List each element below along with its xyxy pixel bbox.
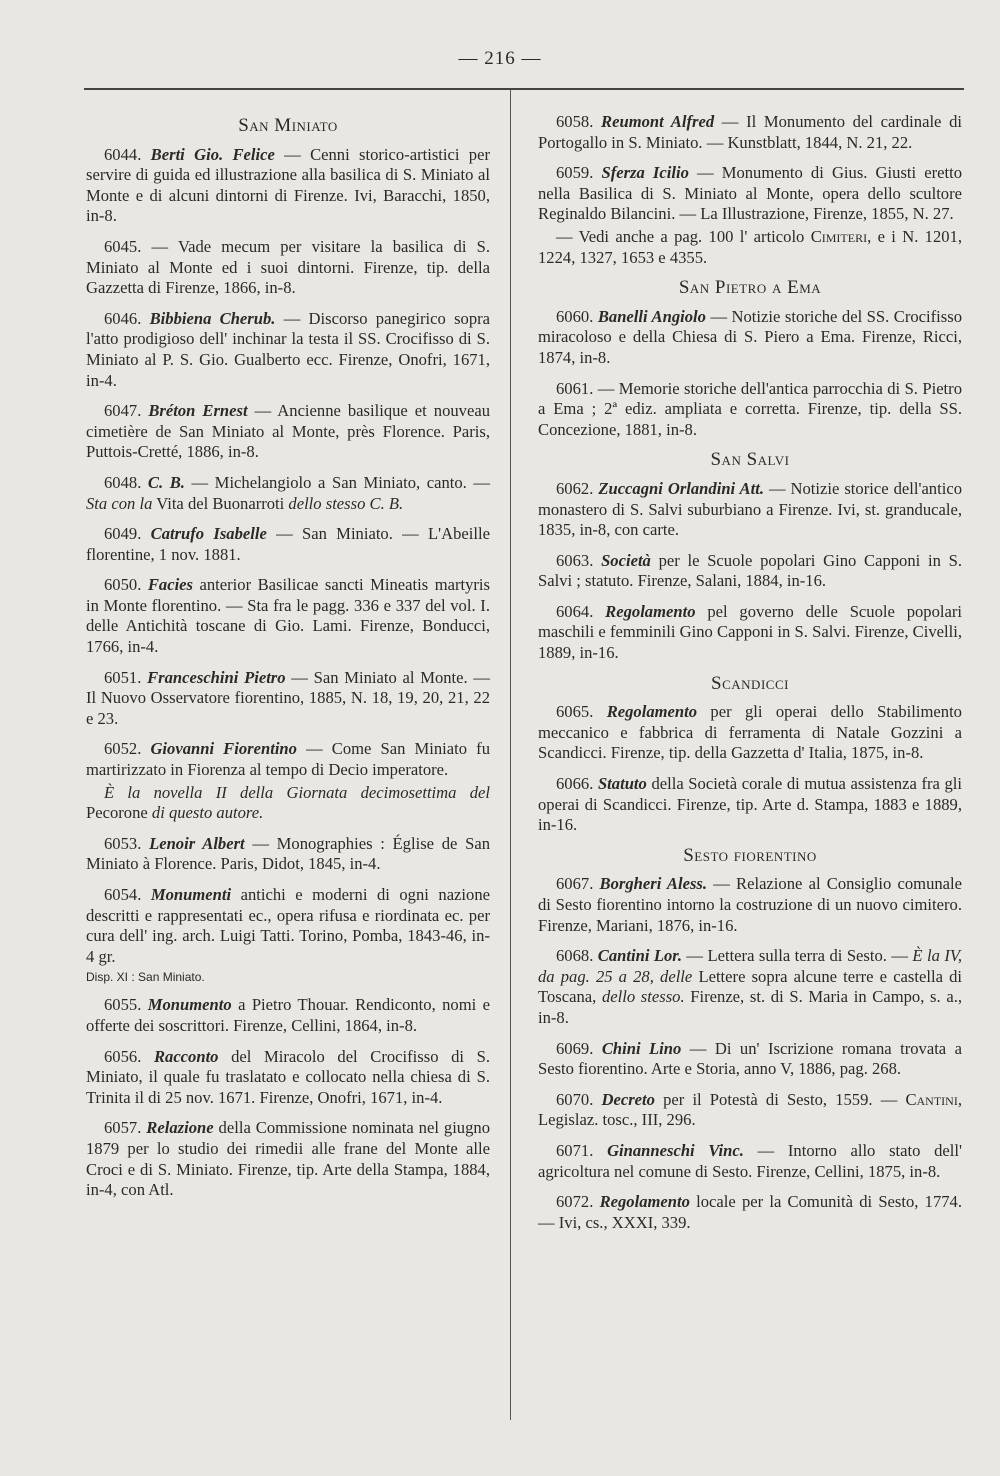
entry-6067: 6067. Borgheri Aless. — Relazione al Consiglio comunale di Sesto fiorentino intorno la costruzione di un nuovo cimitero. Firenze, Mariani, 1876, in-16. [538,874,963,935]
entry-6045: 6045. — Vade mecum per visitare la basilica di S. Miniato al Monte ed i suoi dintorni. Firenze, tip. della Gazzetta di Firenze, 1866, in-8. [86,236,490,298]
entry-6050: 6050. Facies anterior Basilicae sancti Mineatis martyris in Monte florentino. — Sta fra le pagg. 336 e 337 del vol. I. delle Antichità toscane di Gio. Lami. Firenze, Bonducci, 1766, in-4. [86,575,490,657]
section-heading-san-miniato: San Miniato [238,115,338,136]
entry-6068: 6068. Cantini Lor. — Lettera sulla terra di Sesto. — È la IV, da pag. 25 a 28, delle Lettere sopra alcune terre e castella di Toscana, dello stesso. Firenze, st. di S. Maria in Campo, s. a., in-8. [538,946,963,1027]
entry-6061: 6061. — Memorie storiche dell'antica parrocchia di S. Pietro a Ema ; 2ª ediz. ampliata e corretta. Firenze, tip. della SS. Concezione, 1881, in-8. [538,378,962,439]
right-column [538,112,962,1243]
entry-6046: 6046. Bibbiena Cherub. — Discorso panegirico sopra l'atto prodigioso dell' inchinar la testa il SS. Crocifisso di S. Miniato al P. S. Gio. Gualberto ecc. Firenze, Onofri, 1671, in-4. [86,308,491,390]
entry-6072: 6072. Regolamento locale per la Comunità di Sesto, 1774. — Ivi, cs., XXXI, 339. [538,1192,962,1232]
entry-6071: 6071. Ginanneschi Vinc. — Intorno allo stato dell' agricoltura nel comune di Sesto. Firenze, Cellini, 1875, in-8. [538,1140,962,1181]
entry-6053: 6053. Lenoir Albert — Monographies : Église de San Miniato à Florence. Paris, Didot, 1845, in-4. [86,833,490,874]
entry-6059-note: — Vedi anche a pag. 100 l' articolo Cimiteri, e i N. 1201, 1224, 1327, 1653 e 4355. [538,226,963,267]
column-divider [510,90,511,1420]
entry-6063: 6063. Società per le Scuole popolari Gino Capponi in S. Salvi ; statuto. Firenze, Salani, 1884, in-16. [538,550,962,591]
entry-6054: 6054. Monumenti antichi e moderni di ogni nazione descritti e rappresentati ec., opera rifusa e riordinata ec. per cura dell' ing. arch. Luigi Tatti. Torino, Pomba, 1843-46, in-4 gr. [86,885,490,966]
entry-6056: 6056. Racconto del Miracolo del Crocifisso di S. Miniato, il quale fu traslatato e collocato nella chiesa di S. Trinita il di 25 nov. 1671. Firenze, Onofri, 1671, in-4. [86,1046,490,1107]
entry-6058: 6058. Reumont Alfred — Il Monumento del cardinale di Portogallo in S. Miniato. — Kunstblatt, 1844, N. 21, 22. [538,112,962,152]
entry-6060: 6060. Banelli Angiolo — Notizie storiche del SS. Crocifisso miracoloso e della Chiesa di S. Piero a Ema. Firenze, Ricci, 1874, in-8. [538,306,962,367]
entry-6070: 6070. Decreto per il Potestà di Sesto, 1559. — Cantini, Legislaz. tosc., III, 296. [538,1089,962,1130]
entry-6062: 6062. Zuccagni Orlandini Att. — Notizie storice dell'antico monastero di S. Salvi suburbiano a Firenze. Ivi, st. granducale, 1835, in-8, con carte. [538,478,962,540]
section-heading-scandicci: Scandicci [711,672,789,694]
entry-6047: 6047. Bréton Ernest — Ancienne basilique et nouveau cimetière de San Miniato al Monte, près Florence. Paris, Puttois-Cretté, 1886, in-8. [86,401,490,462]
entry-6059: 6059. Sferza Icilio — Monumento di Gius. Giusti eretto nella Basilica di S. Miniato al Monte, opera dello scultore Reginaldo Bilancini. — La Illustrazione, Firenze, 1855, N. 27. [538,163,963,224]
entry-6069: 6069. Chini Lino — Di un' Iscrizione romana trovata a Sesto fiorentino. Arte e Storia, anno V, 1886, pag. 268. [538,1038,963,1079]
top-rule [84,88,964,90]
entry-6051: 6051. Franceschini Pietro — San Miniato al Monte. — Il Nuovo Osservatore fiorentino, 1885, N. 18, 19, 20, 21, 22 e 23. [86,667,490,728]
entry-6057: 6057. Relazione della Commissione nominata nel giugno 1879 per lo studio dei rimedii alle frane del Monte alle Croci e di S. Miniato. Firenze, tip. Arte della Stampa, 1884, in-4, con Atl. [86,1118,490,1200]
entry-6066: 6066. Statuto della Società corale di mutua assistenza fra gli operai di Scandicci. Firenze, tip. Arte d. Stampa, 1883 e 1889, in-16. [538,774,962,835]
entry-6052: 6052. Giovanni Fiorentino — Come San Miniato fu martirizzato in Fiorenza al tempo di Decio imperatore. [86,739,490,780]
section-heading-san-salvi: San Salvi [710,449,790,471]
entry-6049: 6049. Catrufo Isabelle — San Miniato. — L'Abeille florentine, 1 nov. 1881. [86,524,490,564]
entry-6055: 6055. Monumento a Pietro Thouar. Rendiconto, nomi e offerte dei soscrittori. Firenze, Cellini, 1864, in-8. [86,995,491,1035]
section-heading-san-pietro-a-ema: San Pietro a Ema [678,277,822,299]
entry-6065: 6065. Regolamento per gli operai dello Stabilimento meccanico e fabbrica di ferramenta di Natale Gozzini a Scandicci. Firenze, tip. della Gazzetta d' Italia, 1875, in-8. [538,702,962,763]
entry-6064: 6064. Regolamento pel governo delle Scuole popolari maschili e femminili Gino Capponi in S. Salvi. Firenze, Civelli, 1889, in-16. [538,601,962,663]
section-heading-sesto-fiorentino: Sesto fiorentino [683,844,817,866]
page-number: — 216 — [458,48,542,69]
entry-6044: 6044. Berti Gio. Felice — Cenni storico-artistici per servire di guida ed illustrazione alla basilica di S. Miniato al Monte e di alcuni dintorni di Firenze. Ivi, Baracchi, 1850, in-8. [86,144,490,226]
entry-6048: 6048. C. B. — Michelangiolo a San Miniato, canto. — Sta con la Vita del Buonarroti dello stesso C. B. [86,472,490,513]
entry-6052-note: È la novella II della Giornata decimosettima del Pecorone di questo autore. [86,782,490,823]
entry-6054-note: Disp. XI : San Miniato. [86,970,205,985]
left-column [86,112,490,1211]
